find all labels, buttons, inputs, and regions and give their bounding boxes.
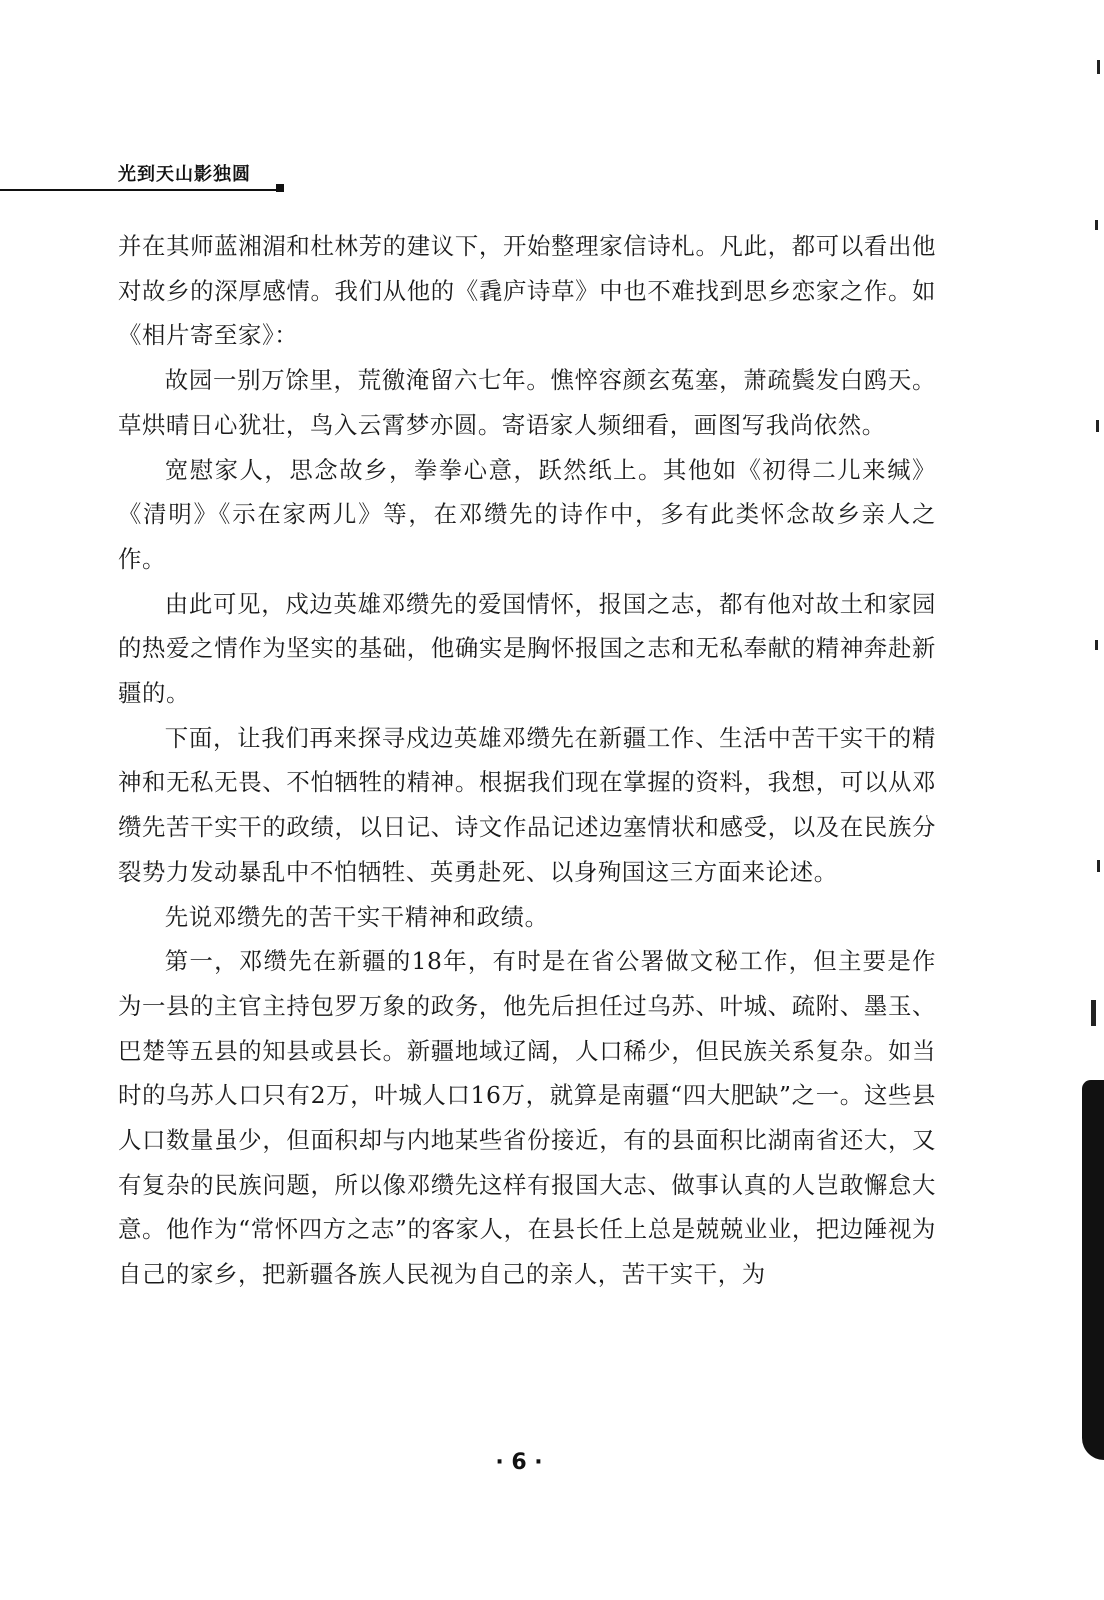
paragraph-2-poem: 故园一别万馀里，荒徼淹留六七年。憔悴容颜玄菟塞，萧疏鬓发白鸥天。草烘晴日心犹壮，鸟入云霄梦亦圆。寄语家人频细看，画图写我尚依然。 [118, 366, 936, 439]
body-text [118, 224, 936, 1297]
scan-edge-mark [1095, 640, 1098, 650]
scan-edge-mark [1091, 1000, 1096, 1026]
paragraph-1: 并在其师蓝湘湄和杜林芳的建议下，开始整理家信诗札。凡此，都可以看出他对故乡的深厚感情。我们从他的《毳庐诗草》中也不难找到思乡恋家之作。如《相片寄至家》： [118, 232, 936, 350]
paragraph-5: 下面，让我们再来探寻戍边英雄邓缵先在新疆工作、生活中苦干实干的精神和无私无畏、不怕牺牲的精神。根据我们现在掌握的资料，我想，可以从邓缵先苦干实干的政绩，以日记、诗文作品记述边塞情状和感受，以及在民族分裂势力发动暴乱中不怕牺牲、英勇赴死、以身殉国这三方面来论述。 [118, 723, 936, 886]
page-number: · 6 · [495, 1450, 543, 1475]
scan-edge-mark [1097, 60, 1100, 74]
paragraph-4: 由此可见，戍边英雄邓缵先的爱国情怀，报国之志，都有他对故土和家园的热爱之情作为坚实的基础，他确实是胸怀报国之志和无私奉献的精神奔赴新疆的。 [118, 589, 936, 708]
paragraph-7: 第一，邓缵先在新疆的18年，有时是在省公署做文秘工作，但主要是作为一县的主官主持包罗万象的政务，他先后担任过乌苏、叶城、疏附、墨玉、巴楚等五县的知县或县长。新疆地域辽阔，人口稀少，但民族关系复杂。如当时的乌苏人口只有2万，叶城人口16万，就算是南疆“四大肥缺”之一。这些县人口数量虽少，但面积却与内地某些省份接近，有的县面积比湖南省还大，又有复杂的民族问题，所以像邓缵先这样有报国大志、做事认真的人岂敢懈怠大意。他作为“常怀四方之志”的客家人，在县长任上总是兢兢业业，把边陲视为自己的家乡，把新疆各族人民视为自己的亲人，苦干实干，为 [118, 947, 936, 1289]
running-header-title: 光到天山影独圆 [118, 164, 251, 185]
header-rule [0, 189, 282, 191]
paragraph-6: 先说邓缵先的苦干实干精神和政绩。 [164, 902, 549, 931]
scan-edge-mark [1095, 220, 1098, 230]
header-square-marker [276, 184, 284, 192]
paragraph-3: 宽慰家人，思念故乡，拳拳心意，跃然纸上。其他如《初得二儿来缄》《清明》《示在家两儿》等，在邓缵先的诗作中，多有此类怀念故乡亲人之作。 [118, 455, 936, 573]
scan-edge-mark [1096, 420, 1099, 432]
scan-edge-shadow [1082, 1080, 1104, 1460]
scan-edge-mark [1097, 860, 1100, 872]
